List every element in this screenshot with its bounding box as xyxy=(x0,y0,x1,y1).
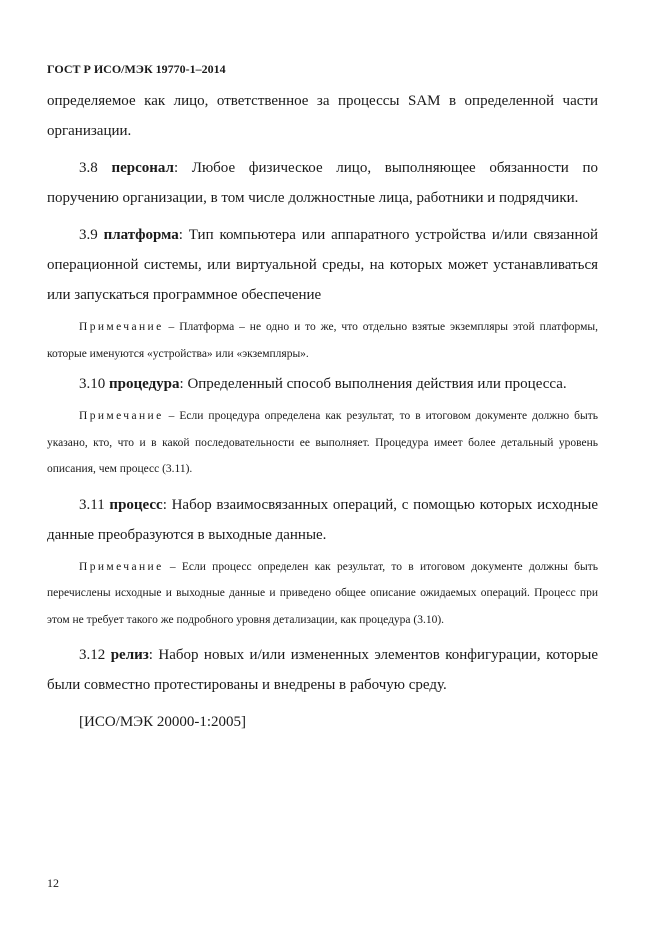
term-number: 3.10 xyxy=(79,376,106,392)
term-number: 3.9 xyxy=(79,227,98,243)
term-name: релиз xyxy=(110,647,149,663)
intro-paragraph: определяемое как лицо, ответственное за процессы SAM в определенной части организации. xyxy=(47,93,598,139)
term-3-8 xyxy=(47,153,598,213)
term-definition: : Любое физическое лицо, выполняющее обязанности по поручению организации, в том числе должностные лица, работники и подрядчики. xyxy=(47,160,599,206)
note-label: Примечание xyxy=(79,321,164,333)
note-label: Примечание xyxy=(79,410,164,422)
term-name: процедура xyxy=(109,376,180,392)
term-number: 3.12 xyxy=(79,647,106,663)
note-text: – Если процедура определена как результат, то в итоговом документе должно быть указано, кто, что и в какой последовательности ее выполняет. Процедура имеет более детальный уровень описания, чем процесс (3.11). xyxy=(47,410,598,475)
term-name: персонал xyxy=(111,160,174,176)
note-3-10 xyxy=(47,403,598,483)
term-number: 3.8 xyxy=(79,160,98,176)
term-definition: : Тип компьютера или аппаратного устройства и/или связанной операционной системы, или виртуальной среды, на которых может устанавливаться или запускаться программное обеспечение xyxy=(47,227,598,303)
note-3-11 xyxy=(47,554,598,634)
term-3-10 xyxy=(47,369,598,399)
note-3-9 xyxy=(47,314,598,367)
document-header: ГОСТ Р ИСО/МЭК 19770-1–2014 xyxy=(47,62,226,76)
term-3-11 xyxy=(47,490,598,550)
page-number: 12 xyxy=(47,876,59,890)
term-name: платформа xyxy=(103,227,179,243)
term-3-9 xyxy=(47,220,598,310)
term-number: 3.11 xyxy=(79,496,105,513)
note-text: – Если процесс определен как результат, то в итоговом документе должны быть перечислены исходные и выходные данные и приведено общее описание ожидаемых операций. Процесс при этом не требует такого же подробного уровня детализации, как процедура (3.10). xyxy=(47,560,598,626)
term-source: [ИСО/МЭК 20000-1:2005] xyxy=(79,714,246,730)
term-definition: : Набор новых и/или измененных элементов конфигурации, которые были совместно протестированы и внедрены в рабочую среду. xyxy=(47,647,598,693)
note-label: Примечание xyxy=(79,560,164,573)
term-name: процесс xyxy=(109,496,163,513)
term-3-12 xyxy=(47,640,598,700)
term-definition: : Определенный способ выполнения действия или процесса. xyxy=(179,376,567,392)
term-definition: : Набор взаимосвязанных операций, с помощью которых исходные данные преобразуются в выходные данные. xyxy=(47,496,599,543)
note-text: – Платформа – не одно и то же, что отдельно взятые экземпляры этой платформы, которые именуются «устройства» или «экземпляры». xyxy=(47,321,598,360)
document-body xyxy=(47,86,598,737)
